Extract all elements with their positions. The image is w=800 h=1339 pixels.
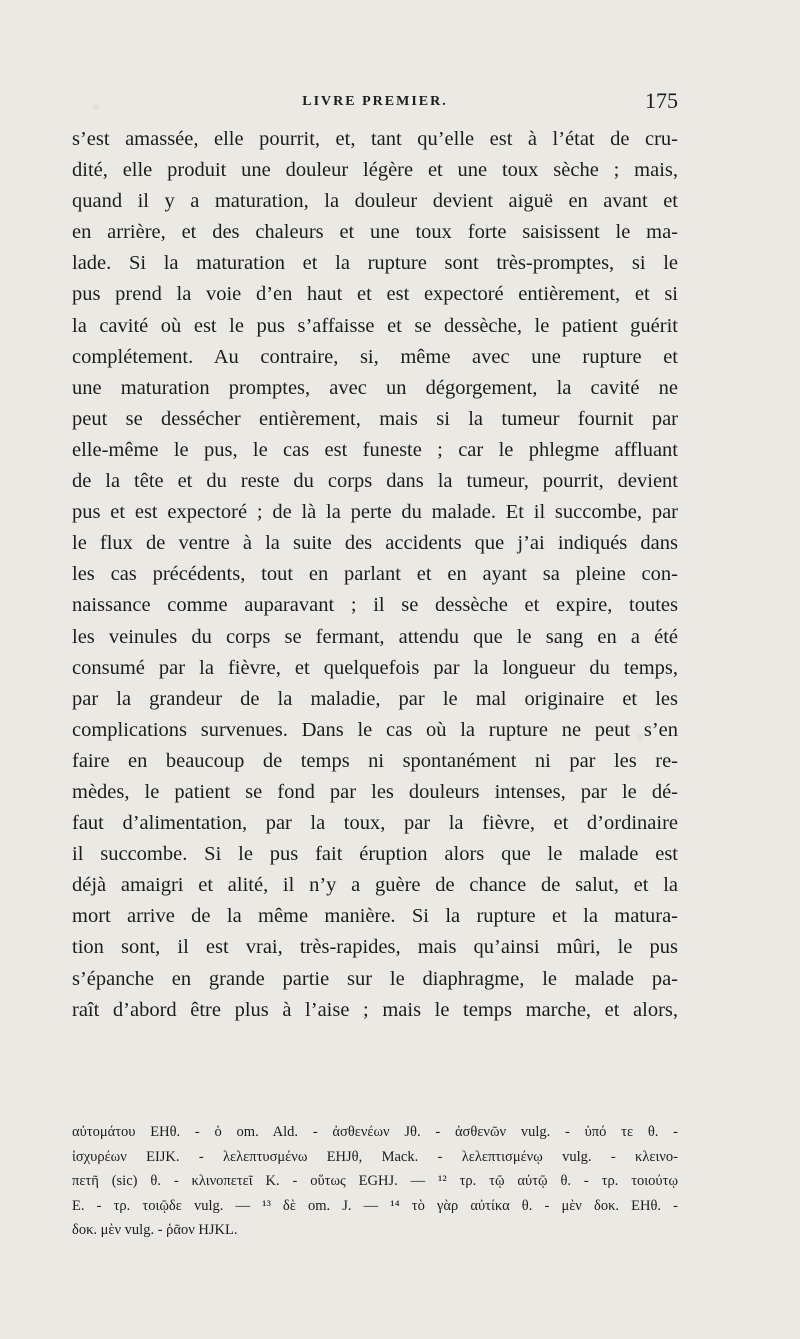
footnote-line: E. - τρ. τοιῷδε vulg. — ¹³ δὲ om. J. — ¹⁴ τὸ γὰρ αὐτίκα θ. - μὲν δοκ. EHθ. -: [72, 1197, 678, 1214]
footnote-line: ἰσχυρέων EIJK. - λελεπτυσμένω EHJθ, Mack. - λελεπτισμένῳ vulg. - κλεινο-: [72, 1148, 678, 1165]
text-line: pus et est expectoré ; de là la perte du malade. Et il succombe, par: [72, 501, 678, 524]
text-line: faire en beaucoup de temps ni spontanément ni par les re-: [72, 749, 678, 772]
text-line: dité, elle produit une douleur légère et une toux sèche ; mais,: [72, 159, 678, 182]
text-line: la cavité où est le pus s’affaisse et se dessèche, le patient guérit: [72, 314, 678, 337]
text-line: s’est amassée, elle pourrit, et, tant qu’elle est à l’état de cru-: [72, 128, 678, 150]
text-line: peut se dessécher entièrement, mais si la tumeur fournit par: [72, 407, 678, 430]
page-number: 175: [645, 88, 678, 113]
text-line: mèdes, le patient se fond par les douleurs intenses, par le dé-: [72, 780, 678, 803]
text-line: lade. Si la maturation et la rupture sont très-promptes, si le: [72, 252, 678, 275]
text-line: une maturation promptes, avec un dégorgement, la cavité ne: [72, 376, 678, 399]
text-line: mort arrive de la même manière. Si la rupture et la matura-: [72, 905, 678, 928]
text-line: déjà amaigri et alité, il n’y a guère de chance de salut, et la: [72, 874, 678, 897]
text-line: faut d’alimentation, par la toux, par la fièvre, et d’ordinaire: [72, 812, 678, 835]
text-line: consumé par la fièvre, et quelquefois par la longueur du temps,: [72, 656, 678, 679]
text-line: naissance comme auparavant ; il se dessèche et expire, toutes: [72, 594, 678, 617]
running-head: [72, 88, 678, 118]
footnotes: [72, 1120, 678, 1243]
text-line: il succombe. Si le pus fait éruption alors que le malade est: [72, 843, 678, 866]
text-line: de la tête et du reste du corps dans la tumeur, pourrit, devient: [72, 470, 678, 493]
footnote-line: αὐτομάτου EHθ. - ὁ om. Ald. - ἀσθενέων Jθ. - ἀσθενῶν vulg. - ὑπό τε θ. -: [72, 1124, 678, 1140]
text-line: par la grandeur de la maladie, par le mal originaire et les: [72, 687, 678, 710]
text-line: les veinules du corps se fermant, attendu que le sang en a été: [72, 625, 678, 648]
text-line: quand il y a maturation, la douleur devient aiguë en avant et: [72, 190, 678, 213]
footnote-line: δοκ. μὲν vulg. - ῥᾶον HJKL.: [72, 1222, 238, 1238]
text-line: pus prend la voie d’en haut et est expectoré entièrement, et si: [72, 283, 678, 306]
text-line: raît d’abord être plus à l’aise ; mais le temps marche, et alors,: [72, 998, 678, 1021]
text-line: complétement. Au contraire, si, même avec une rupture et: [72, 345, 678, 368]
text-line: complications survenues. Dans le cas où la rupture ne peut s’en: [72, 718, 678, 741]
text-line: elle-même le pus, le cas est funeste ; car le phlegme affluant: [72, 438, 678, 461]
main-text: [72, 124, 678, 1026]
footnote-line: πετῆ (sic) θ. - κλινοπετεῖ K. - οὕτως EGHJ. — ¹² τρ. τῷ αὐτῷ θ. - τρ. τοιούτῳ: [72, 1173, 678, 1189]
text-line: les cas précédents, tout en parlant et en ayant sa pleine con-: [72, 563, 678, 586]
text-line: le flux de ventre à la suite des accidents que j’ai indiqués dans: [72, 532, 678, 555]
text-line: en arrière, et des chaleurs et une toux forte saisissent le ma-: [72, 221, 678, 244]
text-line: s’épanche en grande partie sur le diaphragme, le malade pa-: [72, 967, 678, 990]
running-title: LIVRE PREMIER.: [302, 94, 448, 109]
text-line: tion sont, il est vrai, très-rapides, mais qu’ainsi mûri, le pus: [72, 936, 678, 959]
